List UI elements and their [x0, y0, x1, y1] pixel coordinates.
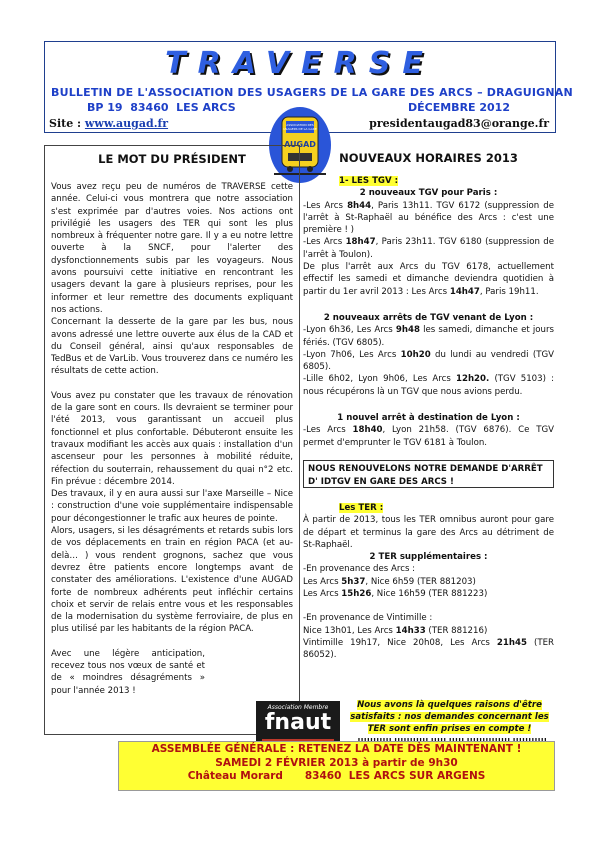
section-heading: NOUVEAUX HORAIRES 2013 [339, 151, 518, 165]
issue-date: DÉCEMBRE 2012 [408, 101, 510, 114]
website-label: Site : [49, 117, 85, 130]
satisfaction-note: Nous avons là quelques raisons d'être satisfaits : nos demandes concernant les TER sont enfin prises en compte ! [350, 700, 549, 734]
schedule-text [303, 165, 554, 449]
subheading: 2 TER supplémentaires : [369, 552, 488, 563]
schedule-line: Les Arcs 5h37, Nice 6h59 (TER 881203) [303, 576, 476, 587]
schedule-line: -Lyon 6h36, Les Arcs 9h48 les samedi, dimanche et jours fériés. (TGV 6805). [303, 325, 554, 348]
svg-text:AUGAD: AUGAD [284, 140, 316, 149]
president-text [45, 166, 299, 697]
website [49, 117, 168, 130]
svg-text:USAGERS DE LA GARE: USAGERS DE LA GARE [283, 127, 317, 131]
email-address[interactable]: presidentaugad83@orange.fr [369, 117, 549, 130]
postal-address: BP 19 83460 LES ARCS [87, 101, 236, 114]
svg-text:ASSOCIATION DES: ASSOCIATION DES [286, 123, 314, 127]
paragraph: Avec une légère anticipation, recevez tous nos vœux de santé et de « moindres désagréments » pour l'année 2013 ! [51, 648, 205, 696]
paragraph: Des travaux, il y en aura aussi sur l'axe Marseille – Nice : construction d'une voie supplémentaire indispensable pour décongestionner le trafic aux heures de pointe. [51, 489, 293, 524]
schedule-line: -En provenance des Arcs : [303, 564, 416, 575]
schedule-line: -Les Arcs 8h44, Paris 13h11. TGV 6172 (suppression de l'arrêt à St-Raphaël au bénéfice des Arcs : c'est une première ! ) [303, 200, 554, 236]
schedule-line: De plus l'arrêt aux Arcs du TGV 6178, actuellement effectif les samedi et dimanche deviendra quotidien à partir du 1er avril 2013 : Les Arcs 14h47, Paris 19h11. [303, 262, 554, 297]
banner-line: ASSEMBLÉE GÉNÉRALE : RETENEZ LA DATE DÈS MAINTENANT ! [151, 743, 522, 755]
fnaut-caption: Association Membre [267, 704, 329, 711]
paragraph: Vous avez pu constater que les travaux de rénovation de la gare sont en cours. Ils devraient se terminer pour l'été 2013, vous garantissant un accueil plus fonctionnel et plus confortable. Débuteront ensuite les travaux modifiant les accès aux quais : installation d'un ascenseur pour les personnes à mobilité réduite, réfection du souterrain, rehaussement du quai n°2 etc. Fin prévue : décembre 2014. [51, 390, 293, 487]
schedule-line: Les Arcs 15h26, Nice 16h59 (TER 881223) [303, 589, 488, 600]
newsletter-title: TRAVERSE [165, 46, 435, 81]
paragraph: Vous avez reçu peu de numéros de TRAVERSE cette année. Celui-ci vous montrera que notre association s'est exprimée par d'autres voies. Nos actions ont privilégié les usagers des TER qui sont les plus nombreux à fréquenter notre gare. Il y a eu notre lettre ouverte à la SNCF, pour l'alerter des dysfonctionnements subis par les voyageurs. Nous avons poursuivi cette initiative en rencontrant les usagers devant la gare à plusieurs reprises, pour les informer et leur remettre des documents expliquant nos actions. [51, 182, 293, 315]
website-link[interactable]: www.augad.fr [84, 117, 169, 130]
paragraph: À partir de 2013, tous les TER omnibus auront pour gare de départ et terminus la gare des Arcs au détriment de St-Raphaël. [303, 515, 554, 550]
fnaut-name: fnaut [264, 710, 332, 735]
paragraph: Concernant la desserte de la gare par les bus, nous avons adressé une lettre ouverte aux élus de la CAD et du Conseil général, ainsi qu'aux responsables de TedBus et de VarLib. Vous trouverez dans ce numéro les résultats de cette action. [51, 317, 293, 377]
schedule-line: -En provenance de Vintimille : [303, 613, 433, 624]
section-heading: LE MOT DU PRÉSIDENT [98, 152, 246, 166]
schedule-line: -Lyon 7h06, Les Arcs 10h20 du lundi au vendredi (TGV 6805). [303, 349, 554, 373]
banner-line: SAMEDI 2 FÉVRIER 2013 à partir de 9h30 [215, 756, 458, 769]
tgv-label: 1- LES TGV : [339, 176, 399, 186]
schedule-line: Nice 13h01, Les Arcs 14h33 (TER 881216) [303, 625, 488, 636]
idtgv-notice: NOUS RENOUVELONS NOTRE DEMANDE D'ARRÊT D' IDTGV EN GARE DES ARCS ! [303, 460, 554, 488]
schedule-line: Vintimille 19h17, Nice 20h08, Les Arcs 21h45 (TER 86052). [303, 637, 554, 661]
ter-section [303, 502, 554, 662]
subheading: 2 nouveaux TGV pour Paris : [359, 188, 498, 199]
schedule-line: -Lille 6h02, Lyon 9h06, Les Arcs 12h20. (TGV 5103) : nous récupérons là un TGV que nous avions perdu. [303, 374, 554, 397]
schedule-line: -Les Arcs 18h40, Lyon 21h58. (TGV 6876). Ce TGV permet d'emprunter le TGV 6181 à Toulon. [303, 425, 554, 448]
subheading: 1 nouvel arrêt à destination de Lyon : [337, 413, 520, 424]
paragraph: Alors, usagers, si les désagréments et retards subis lors de vos déplacements en train en région PACA (et au-delà… ) vous rendent grognons, sachez que vous devrez être patients encore longtemps avant de constater des améliorations. L'existence d'une AUGAD forte de nombreux adhérents peut infléchir certains choix et servir de relais entre vous et les responsables de la modernisation du système ferroviaire, de plus en plus utilisé par les habitants de la région PACA. [51, 526, 293, 635]
newsletter-subtitle: BULLETIN DE L'ASSOCIATION DES USAGERS DE LA GARE DES ARCS – DRAGUIGNAN [51, 86, 573, 99]
president-column [44, 145, 300, 735]
banner-line: Château Morard 83460 LES ARCS SUR ARGENS [187, 770, 486, 782]
schedule-line: -Les Arcs 18h47, Paris 23h11. TGV 6180 (suppression de l'arrêt à Toulon). [303, 237, 554, 260]
ter-label: Les TER : [339, 503, 384, 513]
subheading: 2 nouveaux arrêts de TGV venant de Lyon : [323, 312, 534, 323]
general-assembly-banner [118, 741, 555, 791]
